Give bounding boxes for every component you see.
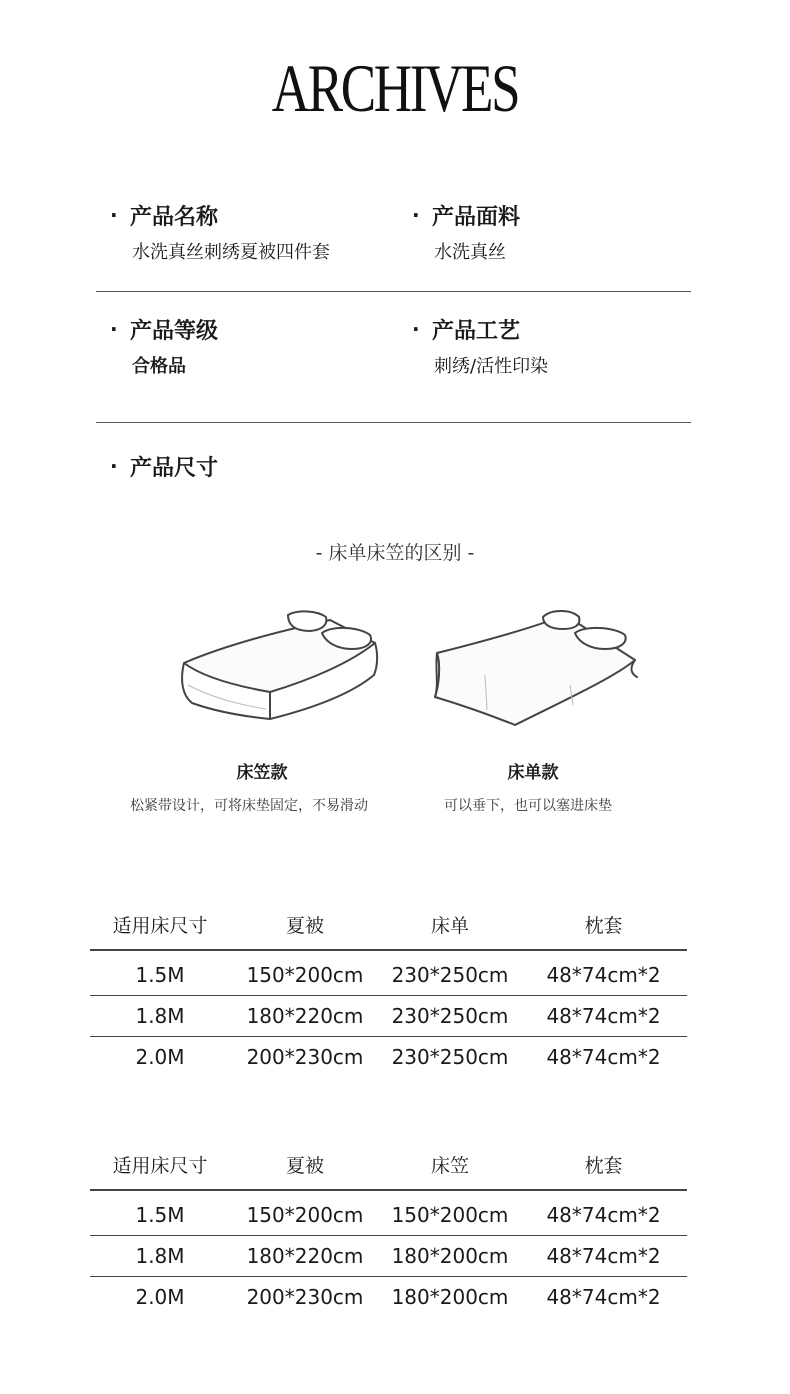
product-name-value: 水洗真丝刺绣夏被四件套 xyxy=(132,242,330,263)
table-header: 床单 xyxy=(380,903,520,950)
table-row xyxy=(90,1190,687,1236)
table-cell: 180*220cm xyxy=(230,1236,380,1277)
flat-sheet-name: 床单款 xyxy=(507,763,559,783)
bullet-dot: · xyxy=(110,317,118,341)
product-name-label: 产品名称 xyxy=(130,205,219,230)
product-craft-label: 产品工艺 xyxy=(432,319,521,344)
table-cell: 2.0M xyxy=(135,1285,185,1309)
flat-sheet-desc: 可以垂下，也可以塞进床垫 xyxy=(444,798,612,814)
bullet-dot: · xyxy=(110,203,118,227)
fitted-sheet-desc: 松紧带设计，可将床垫固定，不易滑动 xyxy=(130,798,368,814)
table-cell: 48*74cm*2 xyxy=(520,996,687,1037)
table-cell: 48*74cm*2 xyxy=(546,1045,661,1069)
table-cell: 180*220cm xyxy=(230,996,380,1037)
product-fabric-value: 水洗真丝 xyxy=(434,242,506,263)
bullet-dot: · xyxy=(412,203,420,227)
table-header: 夏被 xyxy=(230,1143,380,1190)
fitted-sheet-name: 床笠款 xyxy=(236,763,288,783)
bullet-dot: · xyxy=(412,317,420,341)
table-cell: 150*200cm xyxy=(230,950,380,996)
size-table-fitted-sheet xyxy=(90,1143,687,1317)
divider xyxy=(96,291,691,292)
table-row xyxy=(90,996,687,1037)
page-title: ARCHIVES xyxy=(271,50,519,126)
table-cell: 48*74cm*2 xyxy=(520,1236,687,1277)
table-header: 适用床尺寸 xyxy=(90,1143,230,1190)
table-row xyxy=(90,1236,687,1277)
table-header: 适用床尺寸 xyxy=(90,903,230,950)
table-cell: 200*230cm xyxy=(246,1285,364,1309)
table-cell: 48*74cm*2 xyxy=(520,1190,687,1236)
table-cell: 1.8M xyxy=(90,1236,230,1277)
table-cell: 230*250cm xyxy=(391,1045,509,1069)
product-grade-label: 产品等级 xyxy=(130,319,219,344)
table-cell: 48*74cm*2 xyxy=(546,1285,661,1309)
bullet-dot: · xyxy=(110,454,118,478)
table-header: 枕套 xyxy=(520,903,687,950)
table-cell: 230*250cm xyxy=(380,950,520,996)
flat-sheet-illustration xyxy=(425,605,645,730)
table-header: 枕套 xyxy=(520,1143,687,1190)
table-header: 床笠 xyxy=(380,1143,520,1190)
table-cell: 2.0M xyxy=(135,1045,185,1069)
table-cell: 200*230cm xyxy=(246,1045,364,1069)
divider xyxy=(96,422,691,423)
table-cell: 180*200cm xyxy=(391,1285,509,1309)
table-row xyxy=(90,950,687,996)
product-craft-value: 刺绣/活性印染 xyxy=(434,356,549,377)
table-cell: 48*74cm*2 xyxy=(520,950,687,996)
table-cell: 180*200cm xyxy=(380,1236,520,1277)
table-cell: 230*250cm xyxy=(380,996,520,1037)
table-header: 夏被 xyxy=(230,903,380,950)
table-cell: 150*200cm xyxy=(380,1190,520,1236)
table-row xyxy=(90,1037,687,1078)
product-size-label: 产品尺寸 xyxy=(130,456,219,481)
product-grade-value: 合格品 xyxy=(132,356,186,377)
table-cell: 1.8M xyxy=(90,996,230,1037)
table-cell: 150*200cm xyxy=(230,1190,380,1236)
fitted-sheet-illustration xyxy=(170,605,390,730)
compare-title: - 床单床笠的区别 - xyxy=(315,542,475,564)
table-cell: 1.5M xyxy=(90,950,230,996)
table-cell: 1.5M xyxy=(90,1190,230,1236)
table-row xyxy=(90,1277,687,1318)
product-fabric-label: 产品面料 xyxy=(432,205,521,230)
size-table-flat-sheet xyxy=(90,903,687,1077)
